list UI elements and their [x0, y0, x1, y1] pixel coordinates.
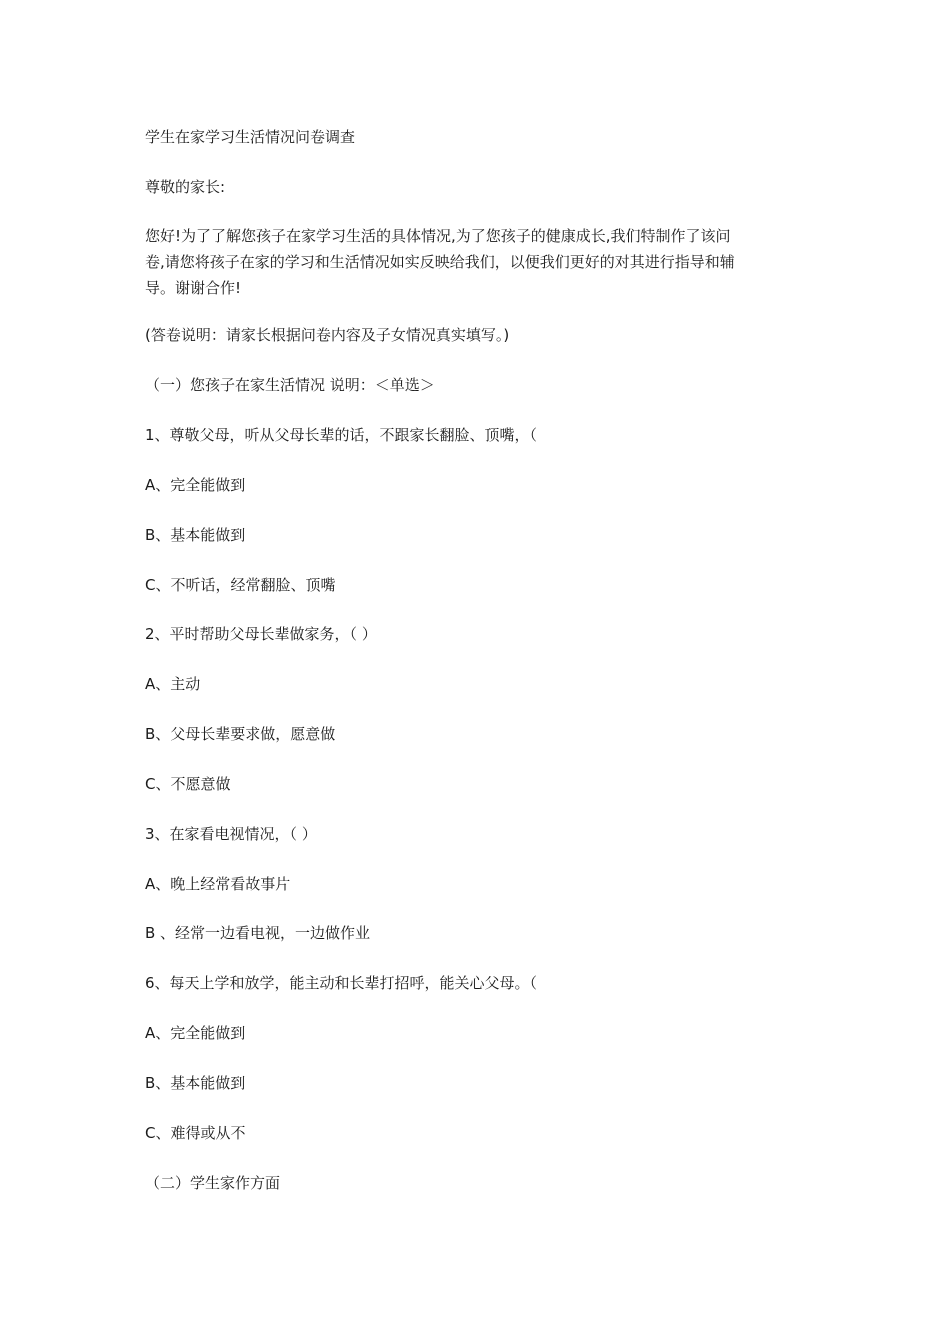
question-2-option-c: C、不愿意做 — [145, 775, 231, 793]
question-1-option-c: C、不听话，经常翻脸、顶嘴 — [145, 576, 336, 594]
intro-line-2: 卷,请您将孩子在家的学习和生活情况如实反映给我们，以便我们更好的对其进行指导和辅 — [145, 253, 735, 271]
question-6-option-c: C、难得或从不 — [145, 1124, 246, 1142]
instructions: (答卷说明：请家长根据问卷内容及子女情况真实填写。) — [145, 326, 510, 344]
greeting: 尊敬的家长: — [145, 178, 226, 196]
question-1-option-a: A、完全能做到 — [145, 476, 246, 494]
question-6-option-b: B、基本能做到 — [145, 1074, 246, 1092]
question-2-option-a: A、主动 — [145, 675, 201, 693]
section-2-heading: （二）学生家作方面 — [145, 1174, 281, 1192]
intro-line-3: 导。谢谢合作! — [145, 279, 242, 297]
question-6-option-a: A、完全能做到 — [145, 1024, 246, 1042]
document-title: 学生在家学习生活情况问卷调查 — [145, 128, 356, 146]
intro-paragraph — [145, 223, 810, 301]
question-2-option-b: B、父母长辈要求做，愿意做 — [145, 725, 336, 743]
question-6: 6、每天上学和放学，能主动和长辈打招呼，能关心父母。（ — [145, 974, 538, 992]
question-2: 2、平时帮助父母长辈做家务，（ ） — [145, 625, 377, 643]
question-1-option-b: B、基本能做到 — [145, 526, 246, 544]
question-3-option-a: A、晚上经常看故事片 — [145, 875, 291, 893]
question-1: 1、尊敬父母，听从父母长辈的话，不跟家长翻脸、顶嘴，（ — [145, 426, 538, 444]
question-3: 3、在家看电视情况，（ ） — [145, 825, 317, 843]
intro-line-1: 您好!为了了解您孩子在家学习生活的具体情况,为了您孩子的健康成长,我们特制作了该问 — [145, 227, 731, 245]
section-1-heading: （一）您孩子在家生活情况 说明：＜单选＞ — [145, 376, 435, 394]
question-3-option-b: B 、经常一边看电视，一边做作业 — [145, 924, 371, 942]
